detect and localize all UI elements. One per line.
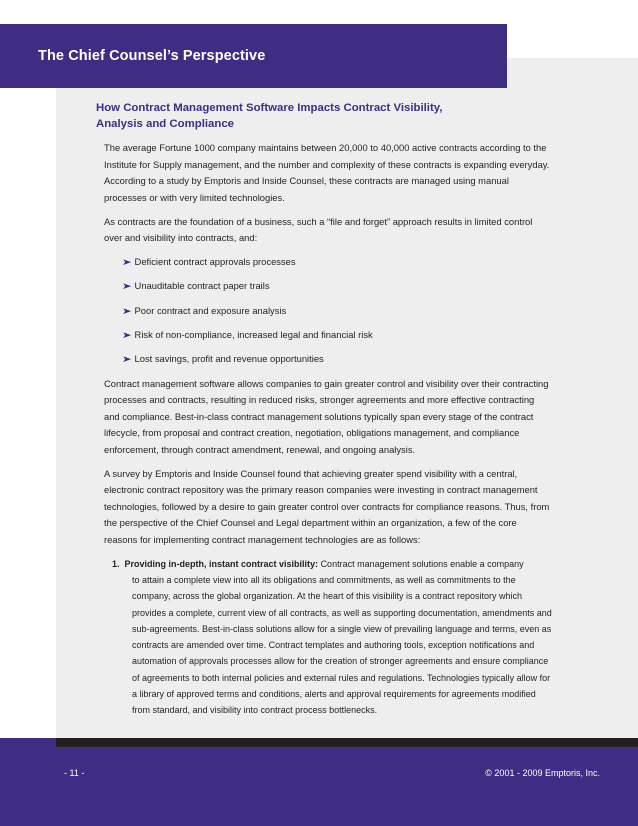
list-item: ➤ Unauditable contract paper trails <box>123 278 550 294</box>
paragraph-file-and-forget: As contracts are the foundation of a business, such a “file and forget” approach results in limited control over and visibility into contracts, and: <box>104 215 533 244</box>
footer-bar <box>0 738 638 826</box>
arrow-bullet-icon: ➤ <box>121 281 132 292</box>
list-item: ➤ Risk of non-compliance, increased legal and financial risk <box>123 327 550 343</box>
arrow-bullet-icon: ➤ <box>121 256 132 267</box>
numbered-item-number: 1. <box>112 558 120 569</box>
main-content <box>96 101 556 719</box>
numbered-item-label: Providing in-depth, instant contract visibility: <box>124 558 319 569</box>
arrow-bullet-icon: ➤ <box>121 329 132 340</box>
numbered-item <box>112 556 552 719</box>
arrow-bullet-icon: ➤ <box>121 305 132 316</box>
paragraph-intro: The average Fortune 1000 company maintains between 20,000 to 40,000 active contracts according to the Institute for Supply management, and the number and complexity of these contracts is expanding everyday. According to a study by Emptoris and Inside Counsel, these contracts are managed using manual processes or with very limited technologies. <box>104 142 550 203</box>
list-item: ➤ Poor contract and exposure analysis <box>123 303 550 319</box>
body-text <box>104 140 550 718</box>
paragraph-survey: A survey by Emptoris and Inside Counsel found that achieving greater spend visibility with a central, electronic contract repository was the primary reason companies were investing in contract management technologies, followed by a desire to gain greater control over contracts for compliance reasons. Thus, from the perspective of the Chief Counsel and Legal department within an organization, a few of the core reasons for implementing contract management technologies are as follows: <box>104 467 550 546</box>
consequence-list <box>104 254 550 368</box>
page-title: The Chief Counsel’s Perspective <box>38 48 266 64</box>
copyright: © 2001 - 2009 Emptoris, Inc. <box>485 768 600 778</box>
section-heading-line-1: How Contract Management Software Impacts Contract Visibility, <box>96 102 443 114</box>
paragraph-software-benefits: Contract management software allows companies to gain greater control and visibility over their contracting processes and contracts, resulting in reduced risks, stronger agreements and more effective contracting and compliance. Best-in-class contract management solutions typically span every stage of the contract lifecycle, from proposal and contract creation, negotiation, obligations management, and compliance enforcement, through contract amendment, renewal, and ongoing analysis. <box>104 377 549 456</box>
list-item: ➤ Lost savings, profit and revenue opportunities <box>123 351 550 367</box>
numbered-item-body: to attain a complete view into all its obligations and commitments, as well as commitments to the company, across the global organization. At the heart of this visibility is a contract repository which provides a complete, current view of all contracts, as well as supporting documentation, amendments and sub-agreements. Best-in-class solutions allow for a single view of prevailing language and terms, even as contracts are amended over time. Contract templates and authoring tools, exception notifications and automation of approvals processes allow for the creation of stronger agreements and ensure compliance of agreements to both internal policies and external rules and regulations. Technologies typically allow for a library of approved terms and conditions, alerts and approval requirements for agreements modified from standard, and visibility into contract process bottlenecks. <box>132 574 552 716</box>
numbered-item-first-line: Contract management solutions enable a company <box>320 558 524 569</box>
arrow-bullet-icon: ➤ <box>121 354 132 365</box>
page-number: - 11 - <box>64 768 85 778</box>
list-item: ➤ Deficient contract approvals processes <box>123 254 550 270</box>
footer-divider <box>56 738 638 747</box>
section-heading <box>96 101 556 132</box>
section-heading-line-2: Analysis and Compliance <box>96 117 234 130</box>
